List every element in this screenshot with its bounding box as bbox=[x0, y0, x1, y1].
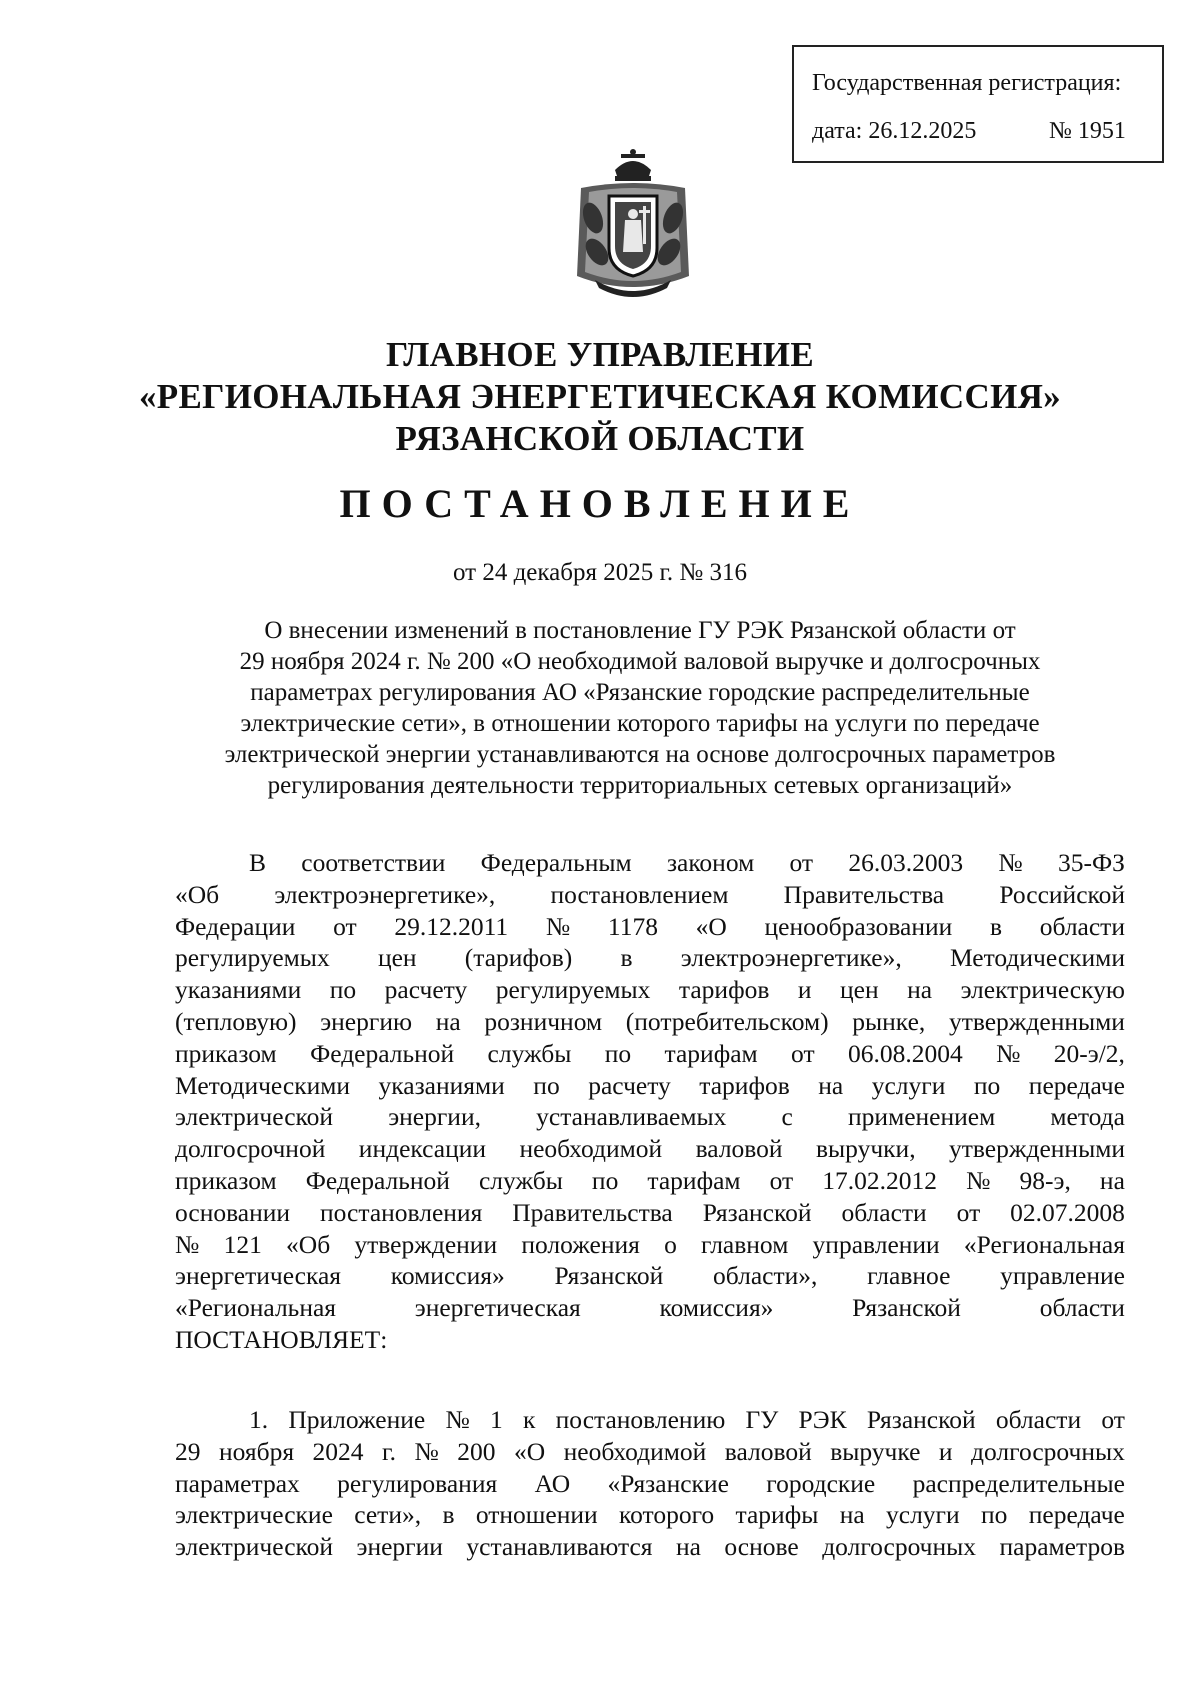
organization-line: РЯЗАНСКОЙ ОБЛАСТИ bbox=[395, 419, 805, 458]
paragraph-line: (тепловую) энергию на розничном (потребительском) рынке, утвержденными bbox=[175, 1006, 1125, 1036]
subject-line: О внесении изменений в постановление ГУ РЭК Рязанской области от bbox=[264, 617, 1016, 644]
subject-line: электрической энергии устанавливаются на основе долгосрочных параметров bbox=[224, 741, 1056, 768]
paragraph-line: электрической энергии устанавливаются на основе долгосрочных параметров bbox=[175, 1532, 1125, 1562]
subject-line: регулирования деятельности территориальных сетевых организаций» bbox=[267, 772, 1013, 799]
paragraph-line: ПОСТАНОВЛЯЕТ: bbox=[175, 1324, 388, 1354]
document-date-number: от 24 декабря 2025 г. № 316 bbox=[452, 559, 748, 586]
subject-line: электрические сети», в отношении которого тарифы на услуги по передаче bbox=[240, 710, 1040, 737]
paragraph-line: 1. Приложение № 1 к постановлению ГУ РЭК Рязанской области от bbox=[249, 1405, 1125, 1434]
paragraph-line: энергетическая комиссия» Рязанской области», главное управление bbox=[175, 1261, 1125, 1291]
registration-number: № 1951 bbox=[1049, 118, 1126, 144]
registration-date: дата: 26.12.2025 bbox=[812, 118, 977, 144]
paragraph-line: Методическими указаниями по расчету тарифов на услуги по передаче bbox=[175, 1070, 1125, 1100]
subject-line: 29 ноября 2024 г. № 200 «О необходимой валовой выручке и долгосрочных bbox=[239, 648, 1041, 675]
paragraph-line: приказом Федеральной службы по тарифам от 06.08.2004 № 20-э/2, bbox=[175, 1038, 1125, 1068]
organization-title bbox=[90, 334, 1110, 460]
document-kind-heading: ПОСТАНОВЛЕНИЕ bbox=[339, 481, 861, 526]
paragraph-line: приказом Федеральной службы по тарифам от 17.02.2012 № 98-э, на bbox=[175, 1165, 1125, 1195]
paragraph-line: регулируемых цен (тарифов) в электроэнергетике», Методическими bbox=[175, 943, 1125, 973]
paragraph-line: основании постановления Правительства Рязанской области от 02.07.2008 bbox=[175, 1197, 1125, 1227]
paragraph-line: электрические сети», в отношении которого тарифы на услуги по передаче bbox=[175, 1500, 1125, 1530]
preamble-paragraph bbox=[175, 847, 1125, 1356]
item-1-paragraph bbox=[175, 1404, 1125, 1563]
paragraph-line: параметрах регулирования АО «Рязанские городские распределительные bbox=[175, 1468, 1125, 1498]
paragraph-line: указаниями по расчету регулируемых тарифов и цен на электрическую bbox=[175, 975, 1125, 1005]
registration-stamp bbox=[792, 45, 1164, 163]
paragraph-line: Федерации от 29.12.2011 № 1178 «О ценообразовании в области bbox=[175, 911, 1125, 941]
paragraph-line: В соответствии Федеральным законом от 26.03.2003 № 35-ФЗ bbox=[249, 848, 1125, 877]
paragraph-line: 29 ноября 2024 г. № 200 «О необходимой валовой выручке и долгосрочных bbox=[175, 1436, 1125, 1466]
subject-line: параметрах регулирования АО «Рязанские городские распределительные bbox=[250, 679, 1030, 706]
document-subject bbox=[160, 615, 1120, 801]
paragraph-line: электрической энергии, устанавливаемых с применением метода bbox=[175, 1102, 1125, 1132]
paragraph-line: «Об электроэнергетике», постановлением Правительства Российской bbox=[175, 879, 1125, 909]
organization-line: «РЕГИОНАЛЬНАЯ ЭНЕРГЕТИЧЕСКАЯ КОМИССИЯ» bbox=[139, 377, 1061, 416]
ryazan-coat-of-arms-icon bbox=[563, 148, 703, 308]
paragraph-line: № 121 «Об утверждении положения о главном управлении «Региональная bbox=[175, 1229, 1125, 1259]
paragraph-line: долгосрочной индексации необходимой валовой выручки, утвержденными bbox=[175, 1134, 1125, 1164]
registration-title: Государственная регистрация: bbox=[812, 70, 1122, 96]
paragraph-line: «Региональная энергетическая комиссия» Рязанской области bbox=[175, 1293, 1125, 1323]
organization-line: ГЛАВНОЕ УПРАВЛЕНИЕ bbox=[386, 335, 814, 374]
